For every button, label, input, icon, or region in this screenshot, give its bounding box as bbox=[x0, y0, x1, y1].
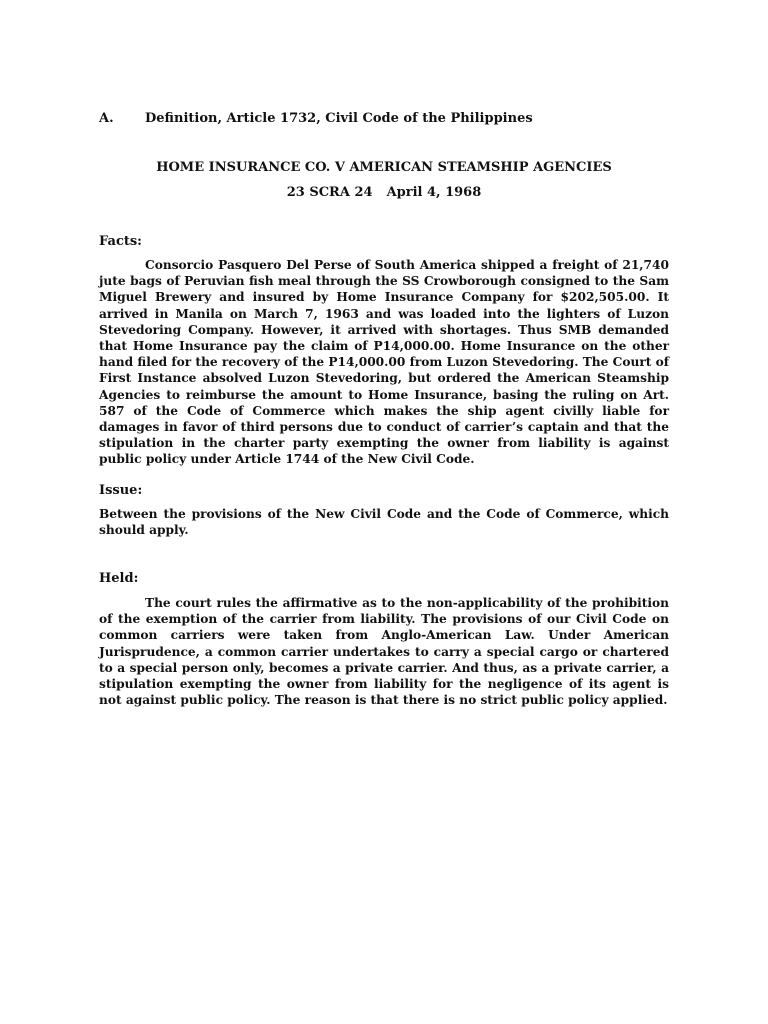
section-heading bbox=[99, 111, 533, 126]
section-title: Definition, Article 1732, Civil Code of the Philippines bbox=[145, 111, 533, 126]
issue-label: Issue: bbox=[99, 483, 143, 498]
issue-paragraph: Between the provisions of the New Civil Code and the Code of Commerce, which should apply. bbox=[99, 507, 669, 538]
facts-label: Facts: bbox=[99, 234, 142, 249]
held-paragraph: The court rules the affirmative as to the non-applicability of the prohibition of the exemption of the carrier from liability. The provisions of our Civil Code on common carriers were taken from Anglo-American Law. Under American Jurisprudence, a common carrier undertakes to carry a special cargo or chartered to a special person only, becomes a private carrier. And thus, as a private carrier, a stipulation exempting the owner from liability for the negligence of its agent is not against public policy. The reason is that there is no strict public policy applied. bbox=[99, 596, 669, 708]
case-citation-line bbox=[99, 185, 669, 200]
held-label: Held: bbox=[99, 571, 139, 586]
section-letter: A. bbox=[99, 111, 114, 126]
case-citation: 23 SCRA 24 bbox=[286, 185, 373, 200]
facts-paragraph: Consorcio Pasquero Del Perse of South America shipped a freight of 21,740 jute bags of Peruvian fish meal through the SS Crowborough consigned to the Sam Miguel Brewery and insured by Home Insurance Company for $202,505.00. It arrived in Manila on March 7, 1963 and was loaded into the lighters of Luzon Stevedoring Company. However, it arrived with shortages. Thus SMB demanded that Home Insurance pay the claim of P14,000.00. Home Insurance on the other hand filed for the recovery of the P14,000.00 from Luzon Stevedoring. The Court of First Instance absolved Luzon Stevedoring, but ordered the American Steamship Agencies to reimburse the amount to Home Insurance, basing the ruling on Art. 587 of the Code of Commerce which makes the ship agent civilly liable for damages in favor of third persons due to conduct of carrier’s captain and that the stipulation in the charter party exempting the owner from liability is against public policy under Article 1744 of the New Civil Code. bbox=[99, 258, 669, 467]
case-name: HOME INSURANCE CO. V AMERICAN STEAMSHIP AGENCIES bbox=[156, 160, 612, 175]
case-date: April 4, 1968 bbox=[386, 185, 482, 200]
